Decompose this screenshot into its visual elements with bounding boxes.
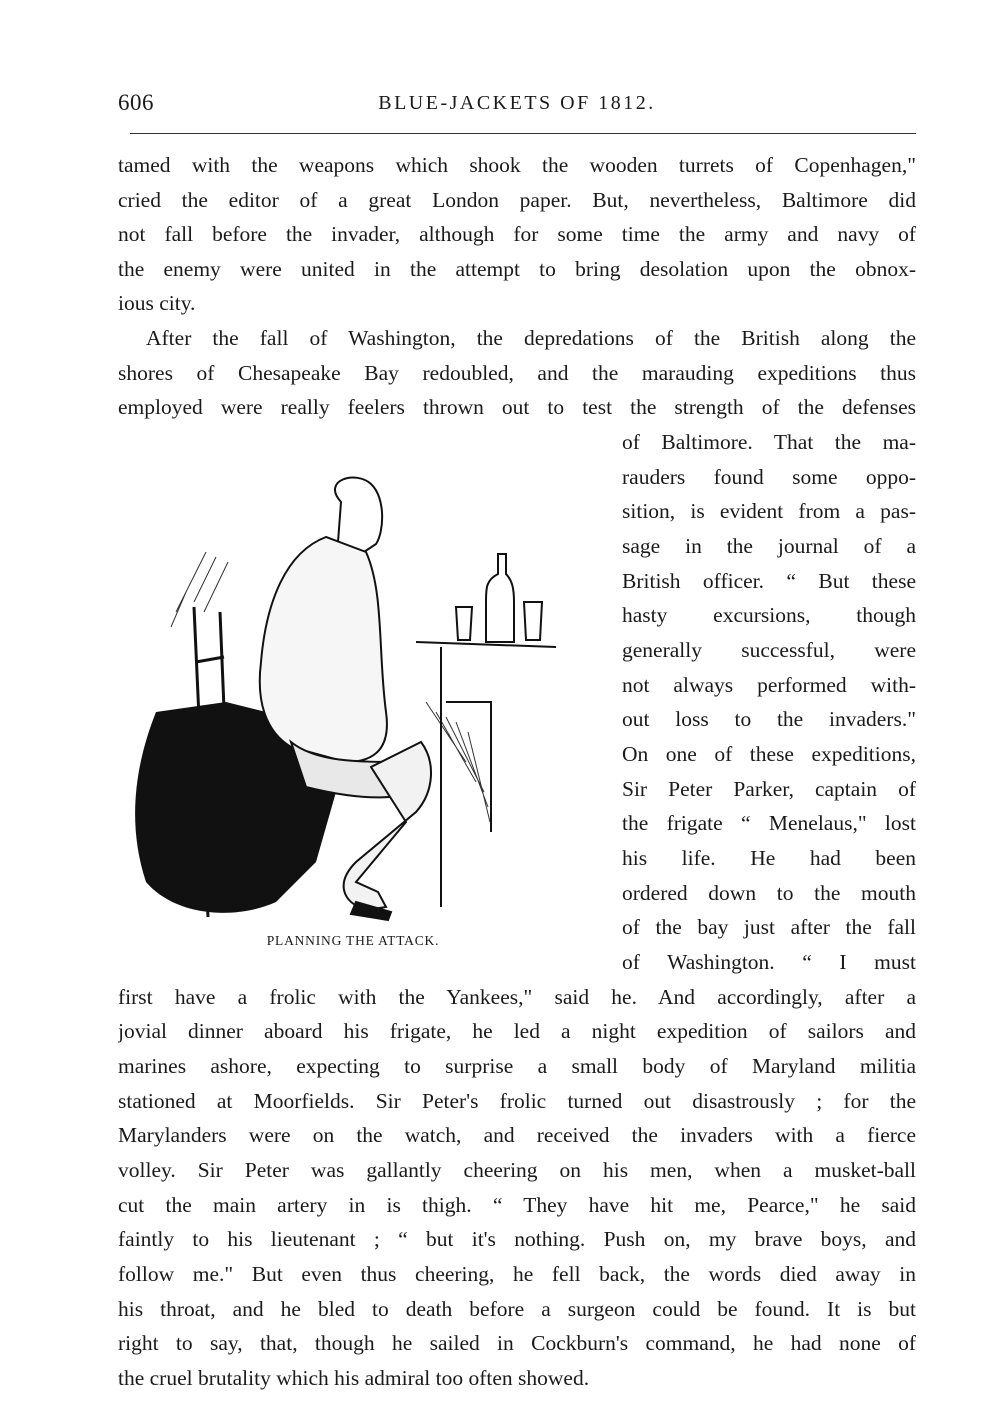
text-line: sage in the journal of a: [622, 534, 916, 558]
text-line: Marylanders were on the watch, and received the invaders with a fierce: [118, 1123, 916, 1147]
running-head: BLUE-JACKETS OF 1812.: [378, 92, 656, 114]
text-line: his life. He had been: [622, 846, 916, 870]
text-line: out loss to the invaders.": [622, 707, 916, 731]
text-line: right to say, that, though he sailed in Cockburn's command, he had none of: [118, 1331, 916, 1355]
text-line: generally successful, were: [622, 638, 916, 662]
page-header: [118, 90, 916, 126]
text-line: his throat, and he bled to death before a surgeon could be found. It is but: [118, 1297, 916, 1321]
text-line: cut the main artery in is thigh. “ They have hit me, Pearce," he said: [118, 1193, 916, 1217]
text-line: cried the editor of a great London paper. But, nevertheless, Baltimore did: [118, 188, 916, 212]
text-line: not always performed with-: [622, 673, 916, 697]
illustration-caption: PLANNING THE ATTACK.: [266, 933, 440, 948]
table: [416, 642, 556, 907]
text-line: shores of Chesapeake Bay redoubled, and the marauding expeditions thus: [118, 361, 916, 385]
text-line: faintly to his lieutenant ; “ but it's nothing. Push on, my brave boys, and: [118, 1227, 916, 1251]
bottle-and-glasses: [456, 554, 542, 642]
text-line: ious city.: [118, 291, 196, 315]
text-line: the enemy were united in the attempt to bring desolation upon the obnox-: [118, 257, 916, 281]
text-line: Sir Peter Parker, captain of: [622, 777, 916, 801]
text-line: ordered down to the mouth: [622, 881, 916, 905]
text-line: British officer. “ But these: [622, 569, 916, 593]
illustration-planning-the-attack: [116, 462, 586, 922]
text-line: stationed at Moorfields. Sir Peter's frolic turned out disastrously ; for the: [118, 1089, 916, 1113]
text-line: of Baltimore. That the ma-: [622, 430, 916, 454]
text-line: jovial dinner aboard his frigate, he led a night expedition of sailors and: [118, 1019, 916, 1043]
text-line: of Washington. “ I must: [622, 950, 916, 974]
text-line: volley. Sir Peter was gallantly cheering on his men, when a musket-ball: [118, 1158, 916, 1182]
text-line: employed were really feelers thrown out to test the strength of the defenses: [118, 395, 916, 419]
text-line: the cruel brutality which his admiral too often showed.: [118, 1366, 590, 1390]
text-line: After the fall of Washington, the depredations of the British along the: [146, 326, 916, 350]
text-line: the frigate “ Menelaus," lost: [622, 811, 916, 835]
text-line: of the bay just after the fall: [622, 915, 916, 939]
text-line: sition, is evident from a pas-: [622, 499, 916, 523]
text-line: rauders found some oppo-: [622, 465, 916, 489]
text-line: not fall before the invader, although for some time the army and navy of: [118, 222, 916, 246]
text-line: tamed with the weapons which shook the wooden turrets of Copenhagen,": [118, 153, 916, 177]
text-line: marines ashore, expecting to surprise a small body of Maryland militia: [118, 1054, 916, 1078]
text-line: first have a frolic with the Yankees," said he. And accordingly, after a: [118, 985, 916, 1009]
text-line: On one of these expeditions,: [622, 742, 916, 766]
header-rule: [130, 133, 916, 134]
text-line: follow me." But even thus cheering, he fell back, the words died away in: [118, 1262, 916, 1286]
text-line: hasty excursions, though: [622, 603, 916, 627]
page-number: 606: [118, 90, 154, 115]
